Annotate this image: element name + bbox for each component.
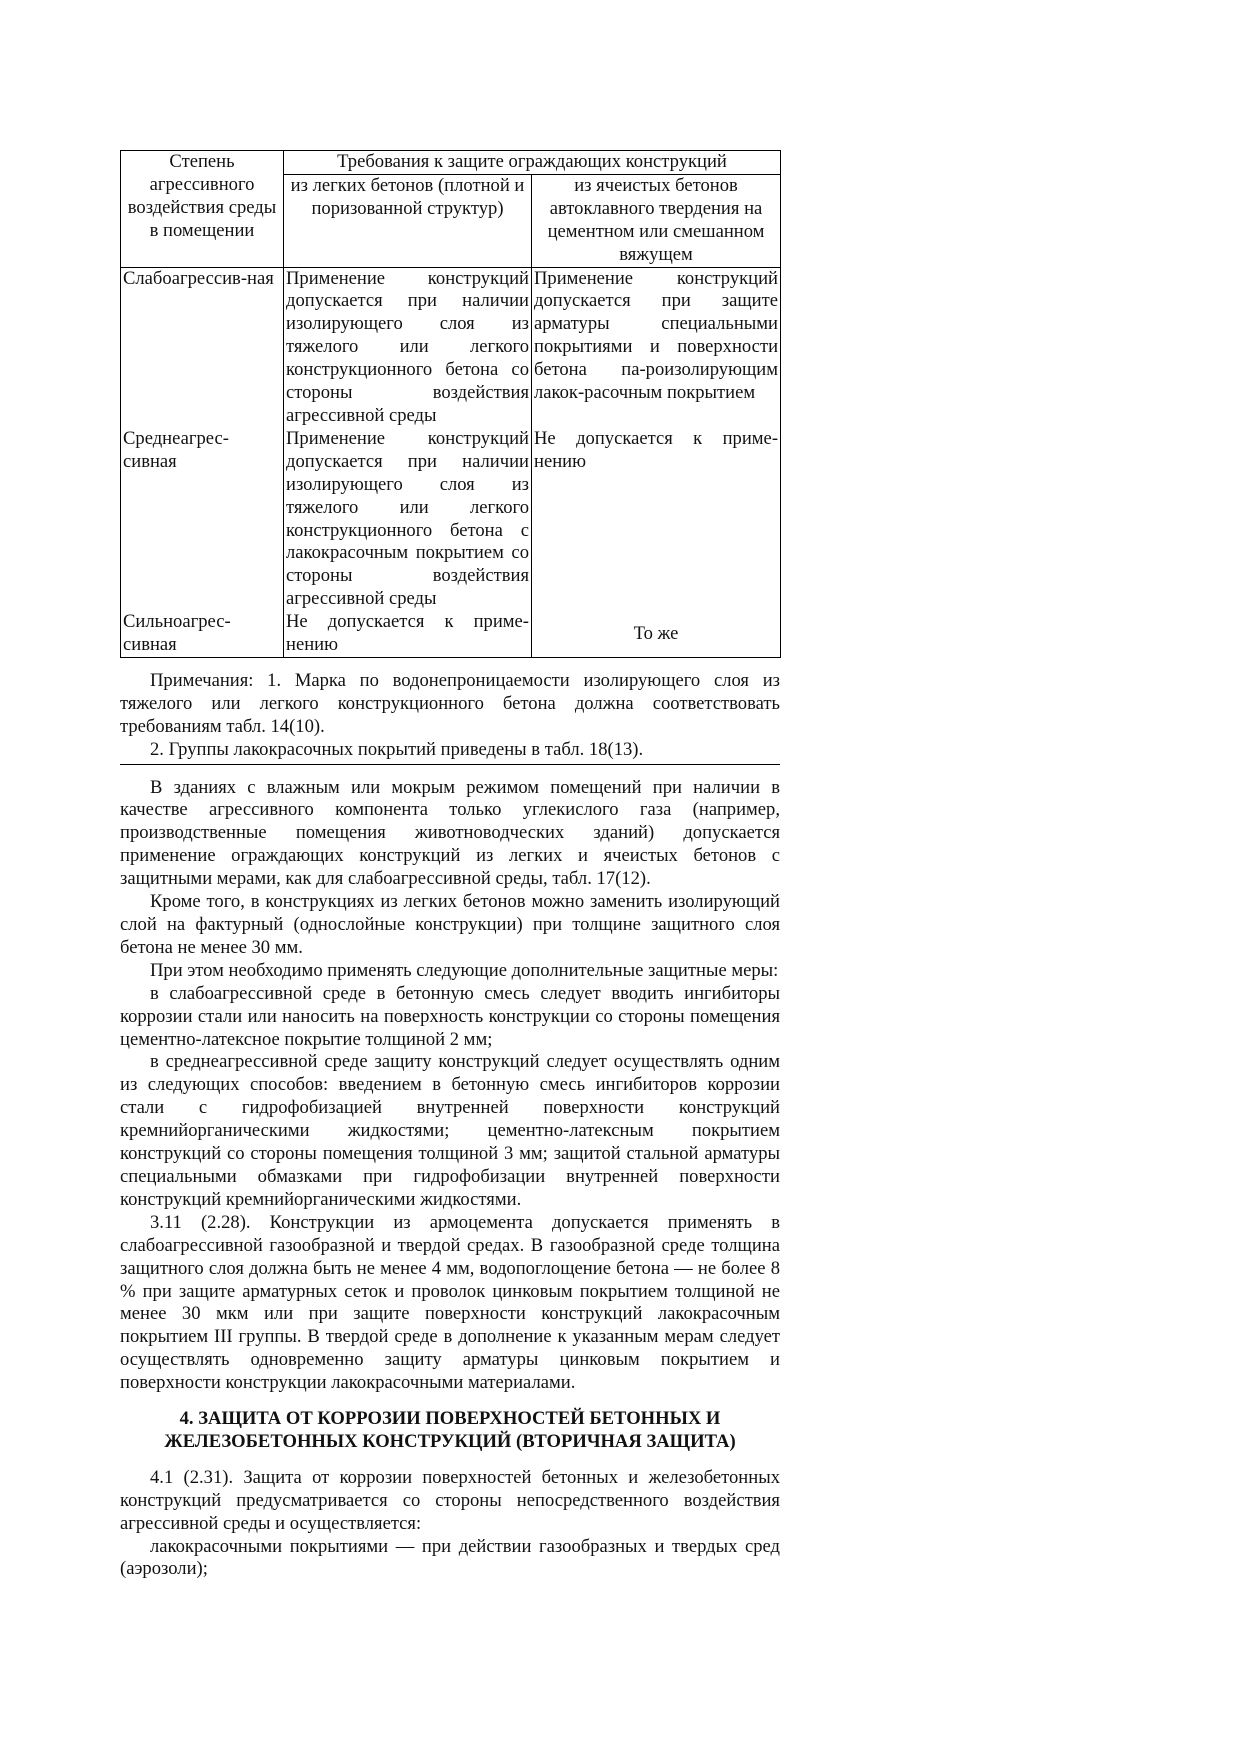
note-2: 2. Группы лакокрасочных покрытий приведены в табл. 18(13). — [150, 738, 644, 760]
row-light-requirement: Применение конструкций допускается при наличии изолирующего слоя из тяжелого или легкого конструкционного бетона с лакокрасочным покрытием со стороны воздействия агрессивной среды — [284, 428, 532, 611]
table-row — [121, 267, 781, 428]
header-requirements: Требования к защите ограждающих конструкций — [284, 151, 781, 175]
paragraph: в среднеагрессивной среде защиту конструкций следует осуществлять одним из следующих способов: введением в бетонную смесь ингибиторов коррозии стали с гидрофобизацией внутренней поверхности конструкций кремнийорганическими жидкостями; цементно-латексным покрытием конструкций со стороны помещения толщиной 3 мм; защитой стальной арматуры специальными обмазками при гидрофобизации внутренней поверхности конструкций кремнийорганическими жидкостями. — [120, 1051, 780, 1210]
requirements-table — [120, 150, 781, 658]
paragraph: 4.1 (2.31). Защита от коррозии поверхностей бетонных и железобетонных конструкций предусматривается со стороны непосредственного воздействия агрессивной среды и осуществляется: — [120, 1466, 780, 1534]
row-light-requirement: Применение конструкций допускается при наличии изолирующего слоя из тяжелого или легкого конструкционного бетона со стороны воздействия агрессивной среды — [284, 267, 532, 428]
row-light-requirement: Не допускается к приме-нению — [284, 611, 532, 657]
row-cellular-requirement: Применение конструкций допускается при защите арматуры специальными покрытиями и поверхности бетона па-роизолирующим лакок-расочным покрытием — [532, 267, 781, 428]
section-heading-line-1: 4. ЗАЩИТА ОТ КОРРОЗИИ ПОВЕРХНОСТЕЙ БЕТОННЫХ И — [179, 1408, 721, 1430]
row-degree: Сильноагрес-сивная — [121, 611, 284, 657]
paragraph: В зданиях с влажным или мокрым режимом помещений при наличии в качестве агрессивного компонента только углекислого газа (например, производственные помещения животноводческих зданий) допускается применение ограждающих конструкций из легких и ячеистых бетонов с защитными мерами, как для слабоагрессивной среды, табл. 17(12). — [120, 776, 780, 890]
row-cellular-requirement: То же — [532, 611, 781, 657]
header-light-concrete: из легких бетонов (плотной и поризованной структур) — [284, 174, 532, 267]
section-heading-line-2: ЖЕЛЕЗОБЕТОННЫХ КОНСТРУКЦИЙ (ВТОРИЧНАЯ ЗАЩИТА) — [164, 1430, 736, 1452]
table-row — [121, 428, 781, 611]
row-degree: Среднеагрес-сивная — [121, 428, 284, 611]
paragraph: лакокрасочными покрытиями — при действии газообразных и твердых сред (аэрозоли); — [120, 1535, 780, 1580]
section-4-text — [120, 1467, 780, 1582]
table-row — [121, 611, 781, 657]
body-text — [120, 777, 780, 1395]
paragraph: в слабоагрессивной среде в бетонную смесь следует вводить ингибиторы коррозии стали или наносить на поверхность конструкции со стороны помещения цементно-латексное покрытие толщиной 2 мм; — [120, 982, 780, 1050]
document-page — [120, 150, 780, 1581]
paragraph: 3.11 (2.28). Конструкции из армоцемента допускается применять в слабоагрессивной газообразной и твердой средах. В газообразной среде толщина защитного слоя должна быть не менее 4 мм, водопоглощение бетона — не более 8 % при защите арматурных сеток и проволок цинковым покрытием толщиной не менее 30 мкм или при защите поверхности конструкций лакокрасочным покрытием III группы. В твердой среде в дополнение к указанным мерам следует осуществлять одновременно защиту арматуры цинковым покрытием и поверхности конструкции лакокрасочными материалами. — [120, 1211, 780, 1394]
paragraph: Кроме того, в конструкциях из легких бетонов можно заменить изолирующий слой на фактурный (однослойные конструкции) при толщине защитного слоя бетона не менее 30 мм. — [120, 891, 780, 958]
section-heading — [120, 1408, 780, 1454]
header-degree: Степень агрессивного воздействия среды в помещении — [121, 151, 284, 268]
table-notes — [120, 670, 780, 765]
note-1: Примечания: 1. Марка по водонепроницаемости изолирующего слоя из тяжелого или легкого конструкционного бетона должна соответствовать требованиям табл. 14(10). — [120, 669, 780, 737]
header-cellular-concrete: из ячеистых бетонов автоклавного твердения на цементном или смешанном вяжущем — [532, 174, 781, 267]
row-cellular-requirement: Не допускается к приме-нению — [532, 428, 781, 611]
table-header-row — [121, 151, 781, 175]
row-degree: Слабоагрессив-ная — [121, 267, 284, 428]
paragraph: При этом необходимо применять следующие дополнительные защитные меры: — [150, 959, 779, 981]
